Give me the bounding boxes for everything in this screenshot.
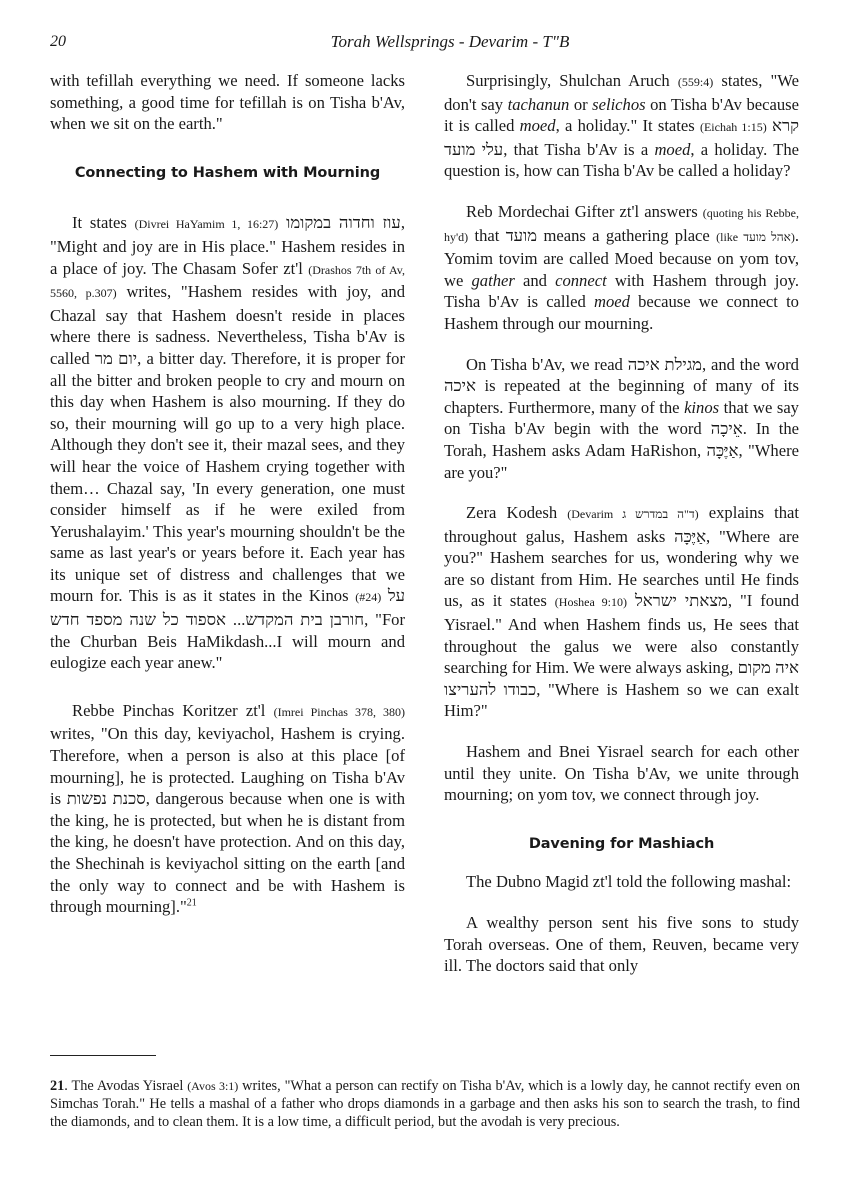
paragraph: Reb Mordechai Gifter zt'l answers (quoting his Rebbe, hy'd) that מועד means a gathering place (like אהל מועד). Yomim tovim are called Moed because on yom tov, we gather and connect with Hashem through joy. Tisha b'Av is called moed because we connect to Hashem through our mourning. — [444, 201, 800, 333]
section-heading: Davening for Mashiach — [528, 835, 715, 852]
footnote: 21. The Avodas Yisrael (Avos 3:1) writes, "What a person can rectify on Tisha b'Av, which is a lowly day, he cannot rectify even on Simchas Torah." He tells a mashal of a father who drops diamonds in a garbage and then asks his son to search the trash, to find the diamonds, and to clean them. It is a low time, a difficult period, but the avodah is very precious. — [50, 1078, 800, 1130]
paragraph: The Dubno Magid zt'l told the following mashal: — [466, 872, 792, 892]
paragraph: with tefillah everything we need. If someone lacks something, a good time for tefillah is on Tisha b'Av, when we sit on the earth." — [50, 71, 405, 134]
footnote-ref[interactable]: 21 — [186, 897, 197, 909]
paragraph: Surprisingly, Shulchan Aruch (559:4) states, "We don't say tachanun or selichos on Tisha b'Av because it is called moed, a holiday." It states (Eichah 1:15) קרא עלי מועד, that Tisha b'Av is a moed, a holiday. The question is, how can Tisha b'Av be called a holiday? — [444, 71, 800, 181]
paragraph: Rebbe Pinchas Koritzer zt'l (Imrei Pinchas 378, 380) writes, "On this day, keviyachol, Hashem is crying. Therefore, when a person is also at this place [of mourning], he is protected. Laughing on Tisha b'Av is סכנת נפשות, dangerous because when one is with the king, he is protected, but when he is distant from the king, he doesn't have protection. And on this day, the Shechinah is keviyachol sitting on the earth [and the only way to connect and be with Hashem is through mourning]."$^{21}$ — [50, 700, 405, 917]
running-head: Torah Wellsprings - Devarim - T"B — [330, 32, 570, 51]
section-heading: Connecting to Hashem with Mourning — [74, 164, 381, 181]
footnote-divider — [50, 1055, 156, 1056]
paragraph: Zera Kodesh (Devarim ד"ה במדרש ג) explains that throughout galus, Hashem asks אַיֶּכָּה, "Where are you?" Hashem searches for us, wondering why we are so distant from Him. He searches until He finds us, as it states (Hoshea 9:10) מצאתי ישראל, "I found Yisrael." And when Hashem finds us, He sees that throughout the galus we were also constantly searching for Him. We were always asking, איה מקום כבודו להעריצו, "Where is Hashem so we can exalt Him?" — [444, 503, 800, 721]
paragraph: It states (Divrei HaYamim 1, 16:27) עוז וחדוה במקומו, "Might and joy are in His place." Hashem resides in a place of joy. The Chasam Sofer zt'l (Drashos 7th of Av, 5560, p.307) writes, "Hashem resides with joy, and Chazal say that Hashem doesn't reside in places where there is sadness. Nevertheless, Tisha b'Av is called יום מר, a bitter day. Therefore, it is proper for all the bitter and broken people to cry and mourn on this day when Hashem is also mourning. If they do so, their mourning will go up to a very high place. Although they don't see it, their mazal sees, and they will hear the voice of Hashem crying together with them… Chazal say, 'In every generation, one must consider himself as if he were exiled from Yerushalayim.' This year's mourning shouldn't be the same as last year's or years before it. Each year has its unique set of distress and challenges that we mourn for. This is as it states in the Kinos (#24) על חורבן בית המקדש... אספוד כל שנה מספד חדש, "For the Churban Beis HaMikdash...I will mourn and eulogize each year anew." — [50, 213, 406, 673]
paragraph: A wealthy person sent his five sons to study Torah overseas. One of them, Reuven, became very ill. The doctors said that only — [444, 913, 799, 976]
left-column — [50, 70, 405, 937]
right-column — [444, 70, 799, 996]
paragraph: Hashem and Bnei Yisrael search for each other until they unite. On Tisha b'Av, we unite through mourning; on yom tov, we connect through joy. — [444, 742, 799, 805]
paragraph: On Tisha b'Av, we read מגילת איכה, and the word איכה is repeated at the beginning of many of its chapters. Furthermore, many of the kinos that we say on Tisha b'Av begin with the word אֵיכָה. In the Torah, Hashem asks Adam HaRishon, אַיֶּכָּה, "Where are you?" — [444, 354, 800, 482]
page-number: 20 — [50, 33, 66, 50]
